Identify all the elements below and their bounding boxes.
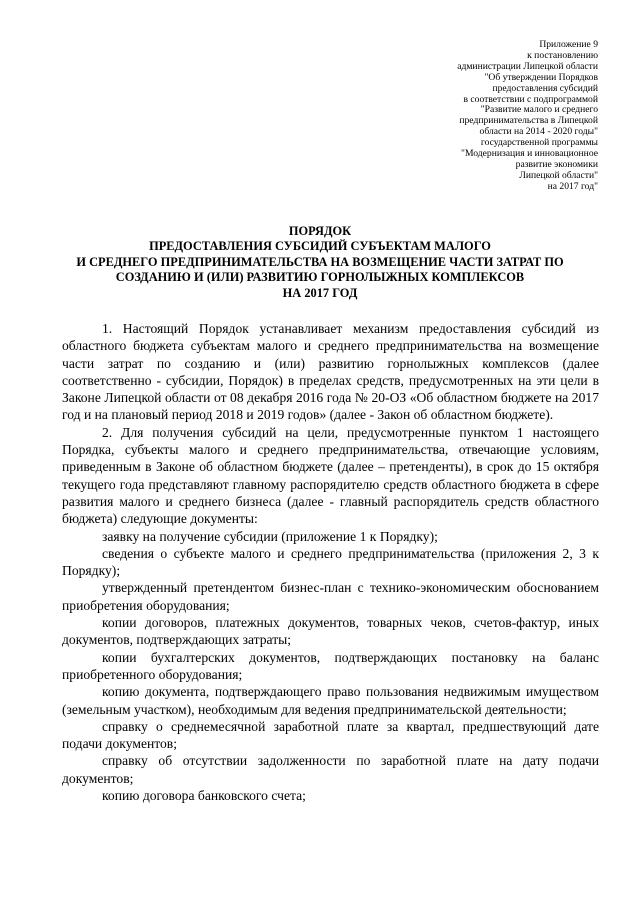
- appendix-line: области на 2014 - 2020 годы": [479, 126, 598, 138]
- document-body: [62, 320, 599, 804]
- list-item: заявку на получение субсидии (приложение 1 к Порядку);: [102, 528, 438, 544]
- document-title: [30, 224, 610, 301]
- appendix-line: "Развитие малого и среднего: [480, 104, 598, 116]
- list-item: сведения о субъекте малого и среднего предпринимательства (приложения 2, 3 к Порядку);: [62, 545, 599, 579]
- list-item: копии бухгалтерских документов, подтверждающих постановку на баланс приобретенного оборудования;: [62, 649, 599, 682]
- list-item: копию документа, подтверждающего право пользования недвижимым имуществом (земельным участком), необходимым для ведения предпринимательской деятельности;: [62, 684, 599, 717]
- appendix-line: "Об утверждении Порядков: [484, 71, 598, 83]
- appendix-header: [358, 40, 598, 193]
- appendix-line: Приложение 9: [539, 39, 598, 50]
- appendix-line: государственной программы: [480, 137, 598, 149]
- title-line: НА 2017 ГОД: [282, 285, 358, 300]
- appendix-line: предоставления субсидий: [492, 82, 598, 94]
- appendix-line: развитие экономики: [515, 158, 598, 170]
- paragraph-2: 2. Для получения субсидий на цели, предусмотренные пунктом 1 настоящего Порядка, субъекты малого и среднего предпринимательства, отвечающие условиям, приведенным в Законе об областном бюджете (далее – претенденты), в срок до 15 октября текущего года представляют главному распорядителю средств областного бюджета в сфере развития малого и среднего бизнеса (далее - главный распорядитель средств областного бюджета) следующие документы:: [62, 424, 599, 527]
- title-line: СОЗДАНИЮ И (ИЛИ) РАЗВИТИЮ ГОРНОЛЫЖНЫХ КОМПЛЕКСОВ: [115, 270, 525, 285]
- list-item: копию договора банковского счета;: [102, 788, 306, 804]
- appendix-line: "Модернизация и инновационное: [461, 148, 598, 160]
- appendix-line: Липецкой области": [519, 169, 598, 181]
- title-line: ПОРЯДОК: [288, 224, 352, 238]
- list-item: утвержденный претендентом бизнес-план с технико-экономическим обоснованием приобретения оборудования;: [62, 580, 599, 613]
- appendix-line: предпринимательства в Липецкой: [459, 115, 598, 127]
- paragraph-1: 1. Настоящий Порядок устанавливает механизм предоставления субсидий из областного бюджета субъектам малого и среднего предпринимательства на возмещение части затрат по созданию и (или) развитию горнолыжных комплексов (далее соответственно - субсидии, Порядок) в пределах средств, предусмотренных на эти цели в Законе Липецкой области от 08 декабря 2016 года № 20-ОЗ «Об областном бюджете на 2017 год и на плановый период 2018 и 2019 годов» (далее - Закон об областном бюджете).: [62, 321, 599, 423]
- appendix-line: в соответствии с подпрограммой: [463, 93, 598, 105]
- list-item: справку о среднемесячной заработной плате за квартал, предшествующий дате подачи документов;: [62, 718, 599, 752]
- list-item: копии договоров, платежных документов, товарных чеков, счетов-фактур, иных документов, подтверждающих затраты;: [62, 615, 599, 648]
- title-line: ПРЕДОСТАВЛЕНИЯ СУБСИДИЙ СУБЪЕКТАМ МАЛОГО: [149, 239, 491, 254]
- title-line: И СРЕДНЕГО ПРЕДПРИНИМАТЕЛЬСТВА НА ВОЗМЕЩЕНИЕ ЧАСТИ ЗАТРАТ ПО: [76, 254, 564, 269]
- appendix-line: администрации Липецкой области: [457, 60, 598, 72]
- appendix-line: к постановлению: [527, 49, 598, 61]
- appendix-line: на 2017 год": [547, 180, 598, 192]
- list-item: справку об отсутствии задолженности по заработной плате на дату подачи документов;: [62, 753, 599, 786]
